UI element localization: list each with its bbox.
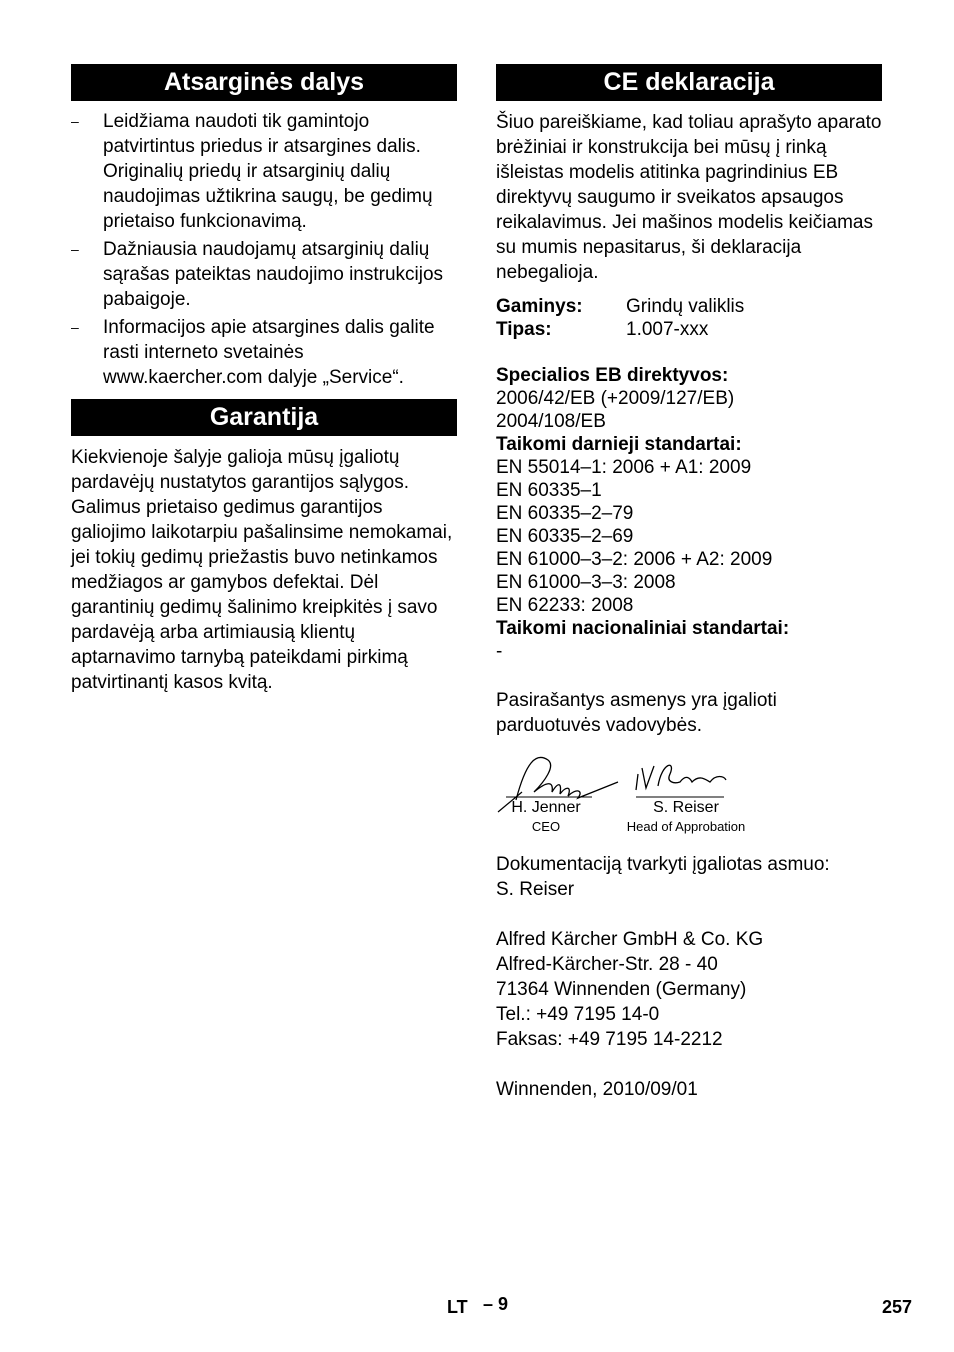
address-line: Alfred-Kärcher-Str. 28 - 40 — [496, 954, 718, 975]
spare-parts-bullet-2: Dažniausia naudojamų atsarginių dalių sąrašas pateiktas naudojimo instrukcijos pabaigoje. — [103, 239, 444, 310]
documentation-person: S. Reiser — [496, 879, 575, 900]
documentation-block — [496, 852, 882, 902]
documentation-line: Dokumentaciją tvarkyti įgaliotas asmuo: — [496, 854, 830, 875]
directive-item: 2004/108/EB — [496, 411, 606, 432]
national-title: Taikomi nacionaliniai standartai: — [496, 618, 790, 639]
list-item — [71, 237, 457, 312]
dash-bullet: – — [71, 319, 79, 335]
address-block — [496, 927, 882, 1052]
signature-jenner — [496, 798, 596, 836]
standards-block — [496, 364, 882, 663]
place-date: Winnenden, 2010/09/01 — [496, 1079, 698, 1100]
signatory-role: CEO — [531, 819, 561, 834]
signatory-role: Head of Approbation — [626, 819, 746, 834]
dash-bullet: – — [71, 113, 79, 129]
product-value: Grindų valiklis — [626, 296, 745, 317]
product-row — [496, 295, 882, 318]
list-item — [71, 109, 457, 234]
harmonized-item: EN 55014–1: 2006 + A1: 2009 — [496, 457, 752, 478]
footer-section-page: – 9 — [483, 1294, 509, 1314]
spare-parts-list — [71, 109, 457, 390]
address-line: 71364 Winnenden (Germany) — [496, 979, 747, 1000]
footer-language: LT — [447, 1297, 468, 1317]
dash-bullet: – — [71, 241, 79, 257]
address-line: Alfred Kärcher GmbH & Co. KG — [496, 929, 764, 950]
harmonized-item: EN 61000–3–3: 2008 — [496, 572, 676, 593]
list-item — [71, 315, 457, 390]
address-line: Tel.: +49 7195 14-0 — [496, 1004, 660, 1025]
type-value: 1.007-xxx — [626, 319, 709, 340]
harmonized-title: Taikomi darnieji standartai: — [496, 434, 742, 455]
harmonized-item: EN 60335–2–69 — [496, 526, 634, 547]
national-value: - — [496, 641, 503, 662]
type-row — [496, 318, 882, 341]
signature-reiser — [620, 798, 752, 836]
harmonized-item: EN 60335–2–79 — [496, 503, 634, 524]
spare-parts-bullet-1: Leidžiama naudoti tik gamintojo patvirtintus priedus ir atsargines dalis. Originalių priedų ir atsarginių dalių naudojimas užtikrina saugų, be gedimų prietaiso funkcionavimą. — [103, 111, 433, 232]
spare-parts-heading: Atsarginės dalys — [71, 64, 457, 101]
harmonized-item: EN 61000–3–2: 2006 + A2: 2009 — [496, 549, 773, 570]
product-info — [496, 295, 882, 341]
signatures — [496, 752, 882, 852]
ce-intro-text: Šiuo pareiškiame, kad toliau aprašyto aparato brėžiniai ir konstrukcija bei mūsų į rinką išleistas modelis atitinka pagrindinius EB direktyvų saugumo ir sveikatos apsaugos reikalavimus. Jei mašinos modelis keičiamas su mumis nepasitarus, ši deklaracija nebegalioja. — [496, 112, 882, 283]
left-column — [71, 64, 457, 695]
directive-item: 2006/42/EB (+2009/127/EB) — [496, 388, 735, 409]
product-label: Gaminys: — [496, 296, 583, 317]
warranty-heading: Garantija — [71, 399, 457, 436]
signatories-text: Pasirašantys asmenys yra įgalioti parduotuvės vadovybės. — [496, 690, 777, 736]
type-label: Tipas: — [496, 319, 552, 340]
ce-declaration-heading: CE deklaracija — [496, 64, 882, 101]
harmonized-item: EN 60335–1 — [496, 480, 602, 501]
address-line: Faksas: +49 7195 14-2212 — [496, 1029, 723, 1050]
warranty-text: Kiekvienoje šalyje galioja mūsų įgaliotų pardavėjų nustatytos garantijos sąlygos. Galimus prietaiso gedimus garantijos galiojimo laikotarpiu pašalinsime nemokamai, jei tokių gedimų priežastis buvo netinkamos medžiagos ar gamybos defektai. Dėl garantinių gedimų šalinimo kreipkitės į savo pardavėją arba artimiausią klientų aptarnavimo tarnybą pateikdami pirkimą patvirtinantį kasos kvitą. — [71, 447, 453, 693]
footer-page-number: 257 — [881, 1297, 912, 1317]
right-column — [496, 64, 882, 1102]
signatory-name: S. Reiser — [653, 799, 719, 816]
spare-parts-bullet-3: Informacijos apie atsargines dalis galite rasti interneto svetainės www.kaercher.com dalyje „Service“. — [103, 317, 435, 388]
directives-title: Specialios EB direktyvos: — [496, 365, 729, 386]
signatory-name: H. Jenner — [511, 799, 581, 816]
harmonized-item: EN 62233: 2008 — [496, 595, 634, 616]
